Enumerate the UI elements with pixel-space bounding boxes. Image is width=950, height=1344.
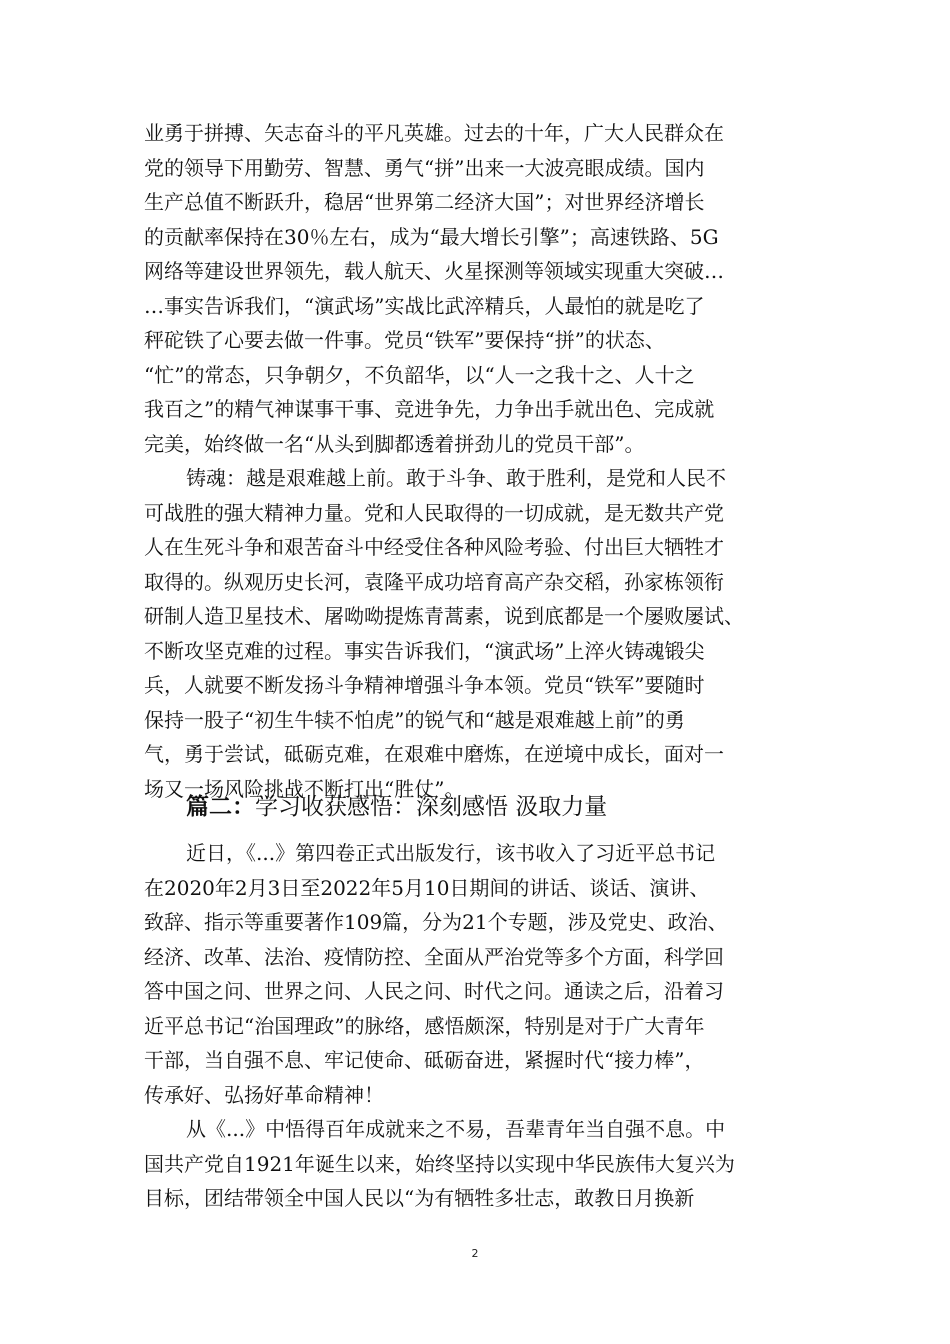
text-line: 我百之”的精气神谋事干事、竞进争先，力争出手就出色、完成就: [144, 397, 715, 421]
text-line: 取得的。纵观历史长河，袁隆平成功培育高产杂交稻，孙家栋领衔: [144, 569, 724, 594]
text-line: 业勇于拼搏、矢志奋斗的平凡英雄。过去的十年，广大人民群众在: [144, 121, 724, 145]
text-line: …事实告诉我们，“演武场”实战比武淬精兵，人最怕的就是吃了: [144, 293, 705, 318]
text-line: 生产总值不断跃升，稳居“世界第二经济大国”；对世界经济增长: [144, 190, 705, 214]
text-line: 干部，当自强不息、牢记使命、砥砺奋进，紧握时代“接力棒”，: [144, 1048, 705, 1072]
heading-label: 篇二：: [186, 793, 255, 820]
page-number: 2: [471, 1247, 479, 1260]
text-line: 传承好、弘扬好革命精神！: [144, 1082, 384, 1107]
text-line: 致辞、指示等重要著作109篇，分为21个专题，涉及党史、政治、: [144, 910, 728, 934]
text-line: 研制人造卫星技术、屠呦呦提炼青蒿素，说到底都是一个屡败屡试、: [144, 604, 744, 628]
text-line: 近日，《...》第四卷正式出版发行，该书收入了习近平总书记: [186, 841, 716, 865]
text-line: 可战胜的强大精神力量。党和人民取得的一切成就，是无数共产党: [144, 500, 724, 525]
text-line: 目标，团结带领全中国人民以“为有牺牲多壮志，敢教日月换新: [144, 1186, 695, 1210]
text-line: 完美，始终做一名“从头到脚都透着拼劲儿的党员干部”。: [144, 431, 645, 456]
text-line: 党的领导下用勤劳、智慧、勇气“拼”出来一大波亮眼成绩。国内: [144, 155, 705, 180]
text-line: 秤砣铁了心要去做一件事。党员“铁军”要保持“拼”的状态、: [144, 328, 665, 352]
text-line: 不断攻坚克难的过程。事实告诉我们，“演武场”上淬火铸魂锻尖: [144, 638, 705, 663]
text-line: 国共产党自1921年诞生以来，始终坚持以实现中华民族伟大复兴为: [144, 1151, 735, 1176]
text-line: “忙”的常态，只争朝夕，不负韶华，以“人一之我十之、人十之: [144, 362, 695, 387]
paragraph-book-intro: [144, 836, 806, 1112]
paragraph-self-strengthening: [144, 1112, 806, 1216]
text-line: 经济、改革、法治、疫情防控、全面从严治党等多个方面，科学回: [144, 944, 724, 969]
text-line: 气，勇于尝试，砥砺克难，在艰难中磨炼，在逆境中成长，面对一: [144, 742, 724, 766]
heading-title: 学习收获感悟：深刻感悟 汲取力量: [255, 794, 608, 820]
text-line: 的贡献率保持在30％左右，成为“最大增长引擎”；高速铁路、5G: [144, 224, 719, 249]
text-line: 在2020年2月3日至2022年5月10日期间的讲话、谈话、演讲、: [144, 875, 710, 900]
section-heading: [186, 787, 607, 827]
text-line: 保持一股子“初生牛犊不怕虎”的锐气和“越是艰难越上前”的勇: [144, 707, 685, 732]
text-line: 近平总书记“治国理政”的脉络，感悟颇深，特别是对于广大青年: [144, 1013, 705, 1038]
text-line: 人在生死斗争和艰苦奋斗中经受住各种风险考验、付出巨大牺牲才: [144, 535, 724, 559]
text-line: 场又一场风险挑战不断打出“胜仗”。: [144, 776, 465, 801]
text-line: 答中国之问、世界之问、人民之问、时代之问。通读之后，沿着习: [144, 979, 724, 1003]
paragraph-hard-work: [144, 116, 806, 461]
text-line: 网络等建设世界领先，载人航天、火星探测等领域实现重大突破…: [144, 259, 724, 283]
paragraph-forging-soul: [144, 461, 806, 806]
text-line: 兵，人就要不断发扬斗争精神增强斗争本领。党员“铁军”要随时: [144, 673, 705, 697]
text-line: 从《...》中悟得百年成就来之不易，吾辈青年当自强不息。中: [186, 1117, 726, 1141]
text-line: 铸魂：越是艰难越上前。敢于斗争、敢于胜利，是党和人民不: [186, 466, 726, 490]
